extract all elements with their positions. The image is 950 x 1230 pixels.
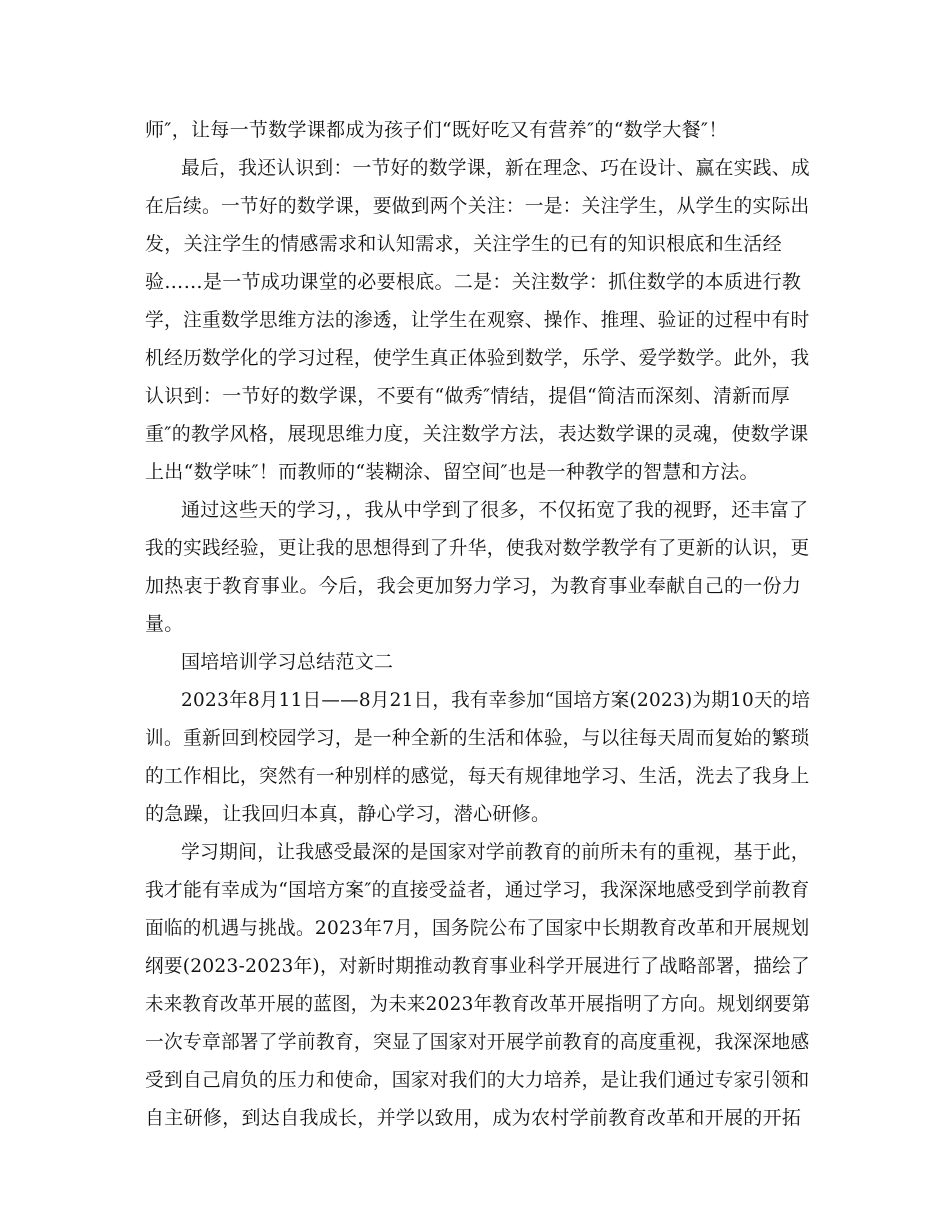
- paragraph-start-line: 通过这些天的学习，，我从中学到了很多，不仅拓宽了我的视野，还丰富了: [181, 499, 809, 521]
- paragraph-start-line: 2023年8月11日——8月21日，我有幸参加“国培方案(2023)为期10天的培: [181, 689, 811, 711]
- text-line: 的工作相比，突然有一种别样的感觉，每天有规律地学习、生活，洗去了我身上: [145, 765, 810, 787]
- text-line: 未来教育改革开展的蓝图，为未来2023年教育改革开展指明了方向。规划纲要第: [145, 993, 811, 1015]
- text-line: 认识到：一节好的数学课，不要有“做秀″情结，提倡“简洁而深刻、清新而厚: [145, 385, 791, 407]
- text-line: 加热衷于教育事业。今后，我会更加努力学习，为教育事业奉献自己的一份力: [145, 575, 802, 597]
- text-line: 机经历数学化的学习过程，使学生真正体验到数学，乐学、爱学数学。此外，我: [145, 347, 810, 369]
- text-line: 学，注重数学思维方法的渗透，让学生在观察、操作、推理、验证的过程中有时: [145, 309, 810, 331]
- text-line: 验……是一节成功课堂的必要根底。二是：关注数学：抓住数学的本质进行教: [145, 271, 802, 293]
- text-line: 纲要(2023-2023年)，对新时期推动教育事业科学开展进行了战略部署，描绘了: [145, 955, 810, 977]
- text-line: 师″，让每一节数学课都成为孩子们“既好吃又有营养″的“数学大餐″！: [145, 119, 728, 141]
- text-line: 重″的教学风格，展现思维力度，关注数学方法，表达数学课的灵魂，使数学课: [145, 423, 809, 445]
- text-line: 受到自己肩负的压力和使命，国家对我们的大力培养，是让我们通过专家引领和: [145, 1069, 810, 1091]
- paragraph-start-line: 学习期间，让我感受最深的是国家对学前教育的前所未有的重视，基于此，: [181, 841, 810, 863]
- text-line: 自主研修，到达自我成长，并学以致用，成为农村学前教育改革和开展的开拓: [145, 1107, 802, 1129]
- text-line: 我才能有幸成为“国培方案″的直接受益者，通过学习，我深深地感受到学前教育: [145, 879, 810, 901]
- text-line: 在后续。一节好的数学课，要做到两个关注：一是：关注学生，从学生的实际出: [145, 195, 810, 217]
- text-line: 发，关注学生的情感需求和认知需求，关注学生的已有的知识根底和生活经: [145, 233, 782, 255]
- text-line: 面临的机遇与挑战。2023年7月，国务院公布了国家中长期教育改革和开展规划: [145, 917, 810, 939]
- section-heading: 国培培训学习总结范文二: [181, 651, 394, 673]
- text-line: 的急躁，让我回归本真，静心学习，潜心研修。: [145, 803, 551, 825]
- text-line: 一次专章部署了学前教育，突显了国家对开展学前教育的高度重视，我深深地感: [145, 1031, 810, 1053]
- text-line: 训。重新回到校园学习，是一种全新的生活和体验，与以往每天周而复始的繁琐: [145, 727, 810, 749]
- text-line: 我的实践经验，更让我的思想得到了升华，使我对数学教学有了更新的认识，更: [145, 537, 810, 559]
- text-line: 量。: [145, 613, 184, 635]
- paragraph-start-line: 最后，我还认识到：一节好的数学课，新在理念、巧在设计、赢在实践、成: [181, 157, 810, 179]
- text-line: 上出“数学味″！而教师的“装糊涂、留空间″也是一种教学的智慧和方法。: [145, 461, 759, 483]
